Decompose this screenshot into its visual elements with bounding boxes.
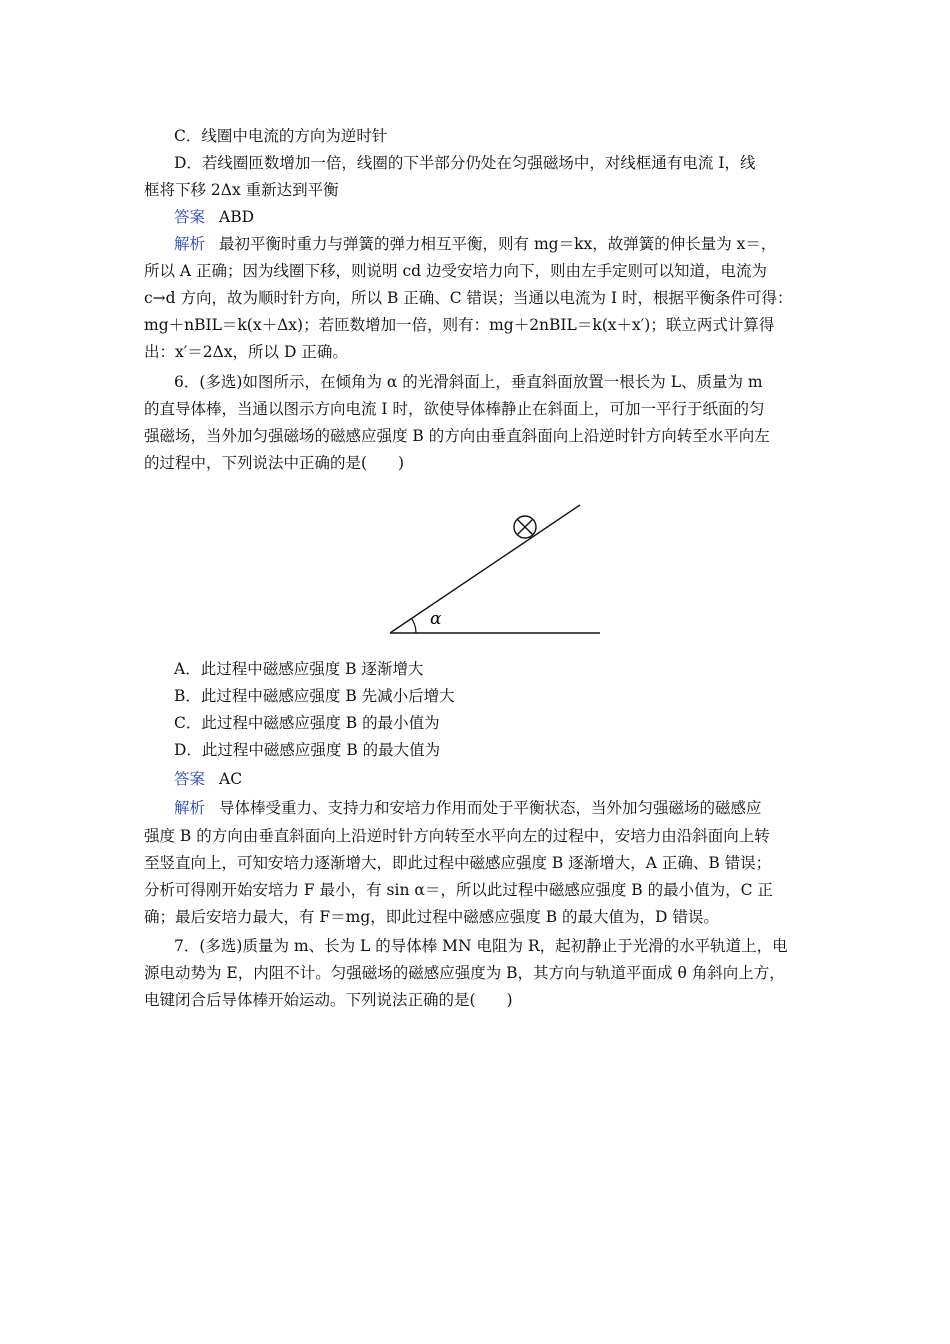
analysis-row-q6 — [174, 798, 762, 818]
question-7-line3: 电键闭合后导体棒开始运动。下列说法正确的是( ) — [144, 991, 513, 1009]
option-b-q6: B．此过程中磁感应强度 B 先减小后增大 — [174, 687, 455, 705]
analysis-line: 出：x′＝2Δx，所以 D 正确。 — [144, 343, 348, 361]
current-into-page-icon — [514, 516, 536, 538]
analysis-line: 至竖直向上，可知安培力逐渐增大，即此过程中磁感应强度 B 逐渐增大，A 正确、B 错误； — [144, 854, 772, 872]
incline-line — [390, 505, 580, 633]
analysis-line: mg＋nBIL＝k(x＋Δx)；若匝数增加一倍，则有：mg＋2nBIL＝k(x＋x′)；联立两式计算得 — [144, 316, 775, 334]
answer-value: ABD — [219, 208, 255, 226]
analysis-label: 解析 — [174, 235, 206, 253]
question-7-line2: 源电动势为 E，内阻不计。匀强磁场的磁感应强度为 B，其方向与轨道平面成 θ 角斜向上方， — [144, 964, 785, 982]
answer-row-q5 — [174, 207, 254, 227]
answer-label: 答案 — [174, 770, 206, 788]
option-c-q5: C．线圈中电流的方向为逆时针 — [174, 127, 388, 145]
question-6-line3: 强磁场，当外加匀强磁场的磁感应强度 B 的方向由垂直斜面向上沿逆时针方向转至水平向左 — [144, 427, 770, 445]
angle-arc — [412, 619, 416, 633]
analysis-line: 确；最后安培力最大，有 F＝mg，即此过程中磁感应强度 B 的最大值为，D 错误。 — [144, 908, 719, 926]
angle-label: α — [430, 609, 442, 629]
analysis-text: 最初平衡时重力与弹簧的弹力相互平衡，则有 mg＝kx，故弹簧的伸长量为 x＝， — [219, 235, 777, 253]
analysis-row-q5 — [174, 234, 776, 254]
option-c-q6: C．此过程中磁感应强度 B 的最小值为 — [174, 714, 440, 732]
answer-label: 答案 — [174, 208, 206, 226]
option-d-q5-line2: 框将下移 2Δx 重新达到平衡 — [144, 181, 339, 199]
incline-figure — [368, 486, 618, 650]
question-6-line1: 6．(多选)如图所示，在倾角为 α 的光滑斜面上，垂直斜面放置一根长为 L、质量为 m — [174, 373, 763, 391]
answer-row-q6 — [174, 769, 242, 789]
analysis-label: 解析 — [174, 799, 206, 817]
option-a-q6: A．此过程中磁感应强度 B 逐渐增大 — [174, 660, 424, 678]
analysis-line: 强度 B 的方向由垂直斜面向上沿逆时针方向转至水平向左的过程中，安培力由沿斜面向上转 — [144, 827, 770, 845]
analysis-line: 分析可得刚开始安培力 F 最小，有 sin α＝，所以此过程中磁感应强度 B 的最小值为，C 正 — [144, 881, 773, 899]
option-d-q5-line1: D．若线圈匝数增加一倍，线圈的下半部分仍处在匀强磁场中，对线框通有电流 I，线 — [174, 154, 756, 172]
question-6-line2: 的直导体棒，当通以图示方向电流 I 时，欲使导体棒静止在斜面上，可加一平行于纸面的匀 — [144, 400, 765, 418]
question-7-line1: 7．(多选)质量为 m、长为 L 的导体棒 MN 电阻为 R，起初静止于光滑的水平轨道上，电 — [174, 937, 788, 955]
analysis-text: 导体棒受重力、支持力和安培力作用而处于平衡状态，当外加匀强磁场的磁感应 — [219, 799, 762, 817]
analysis-line: 所以 A 正确；因为线圈下移，则说明 cd 边受安培力向下，则由左手定则可以知道，电流为 — [144, 262, 768, 280]
option-d-q6: D．此过程中磁感应强度 B 的最大值为 — [174, 741, 441, 759]
analysis-line: c→d 方向，故为顺时针方向，所以 B 正确、C 错误；当通以电流为 I 时，根据平衡条件可得： — [144, 289, 793, 307]
answer-value: AC — [219, 770, 243, 788]
question-6-line4: 的过程中，下列说法中正确的是( ) — [144, 454, 405, 472]
